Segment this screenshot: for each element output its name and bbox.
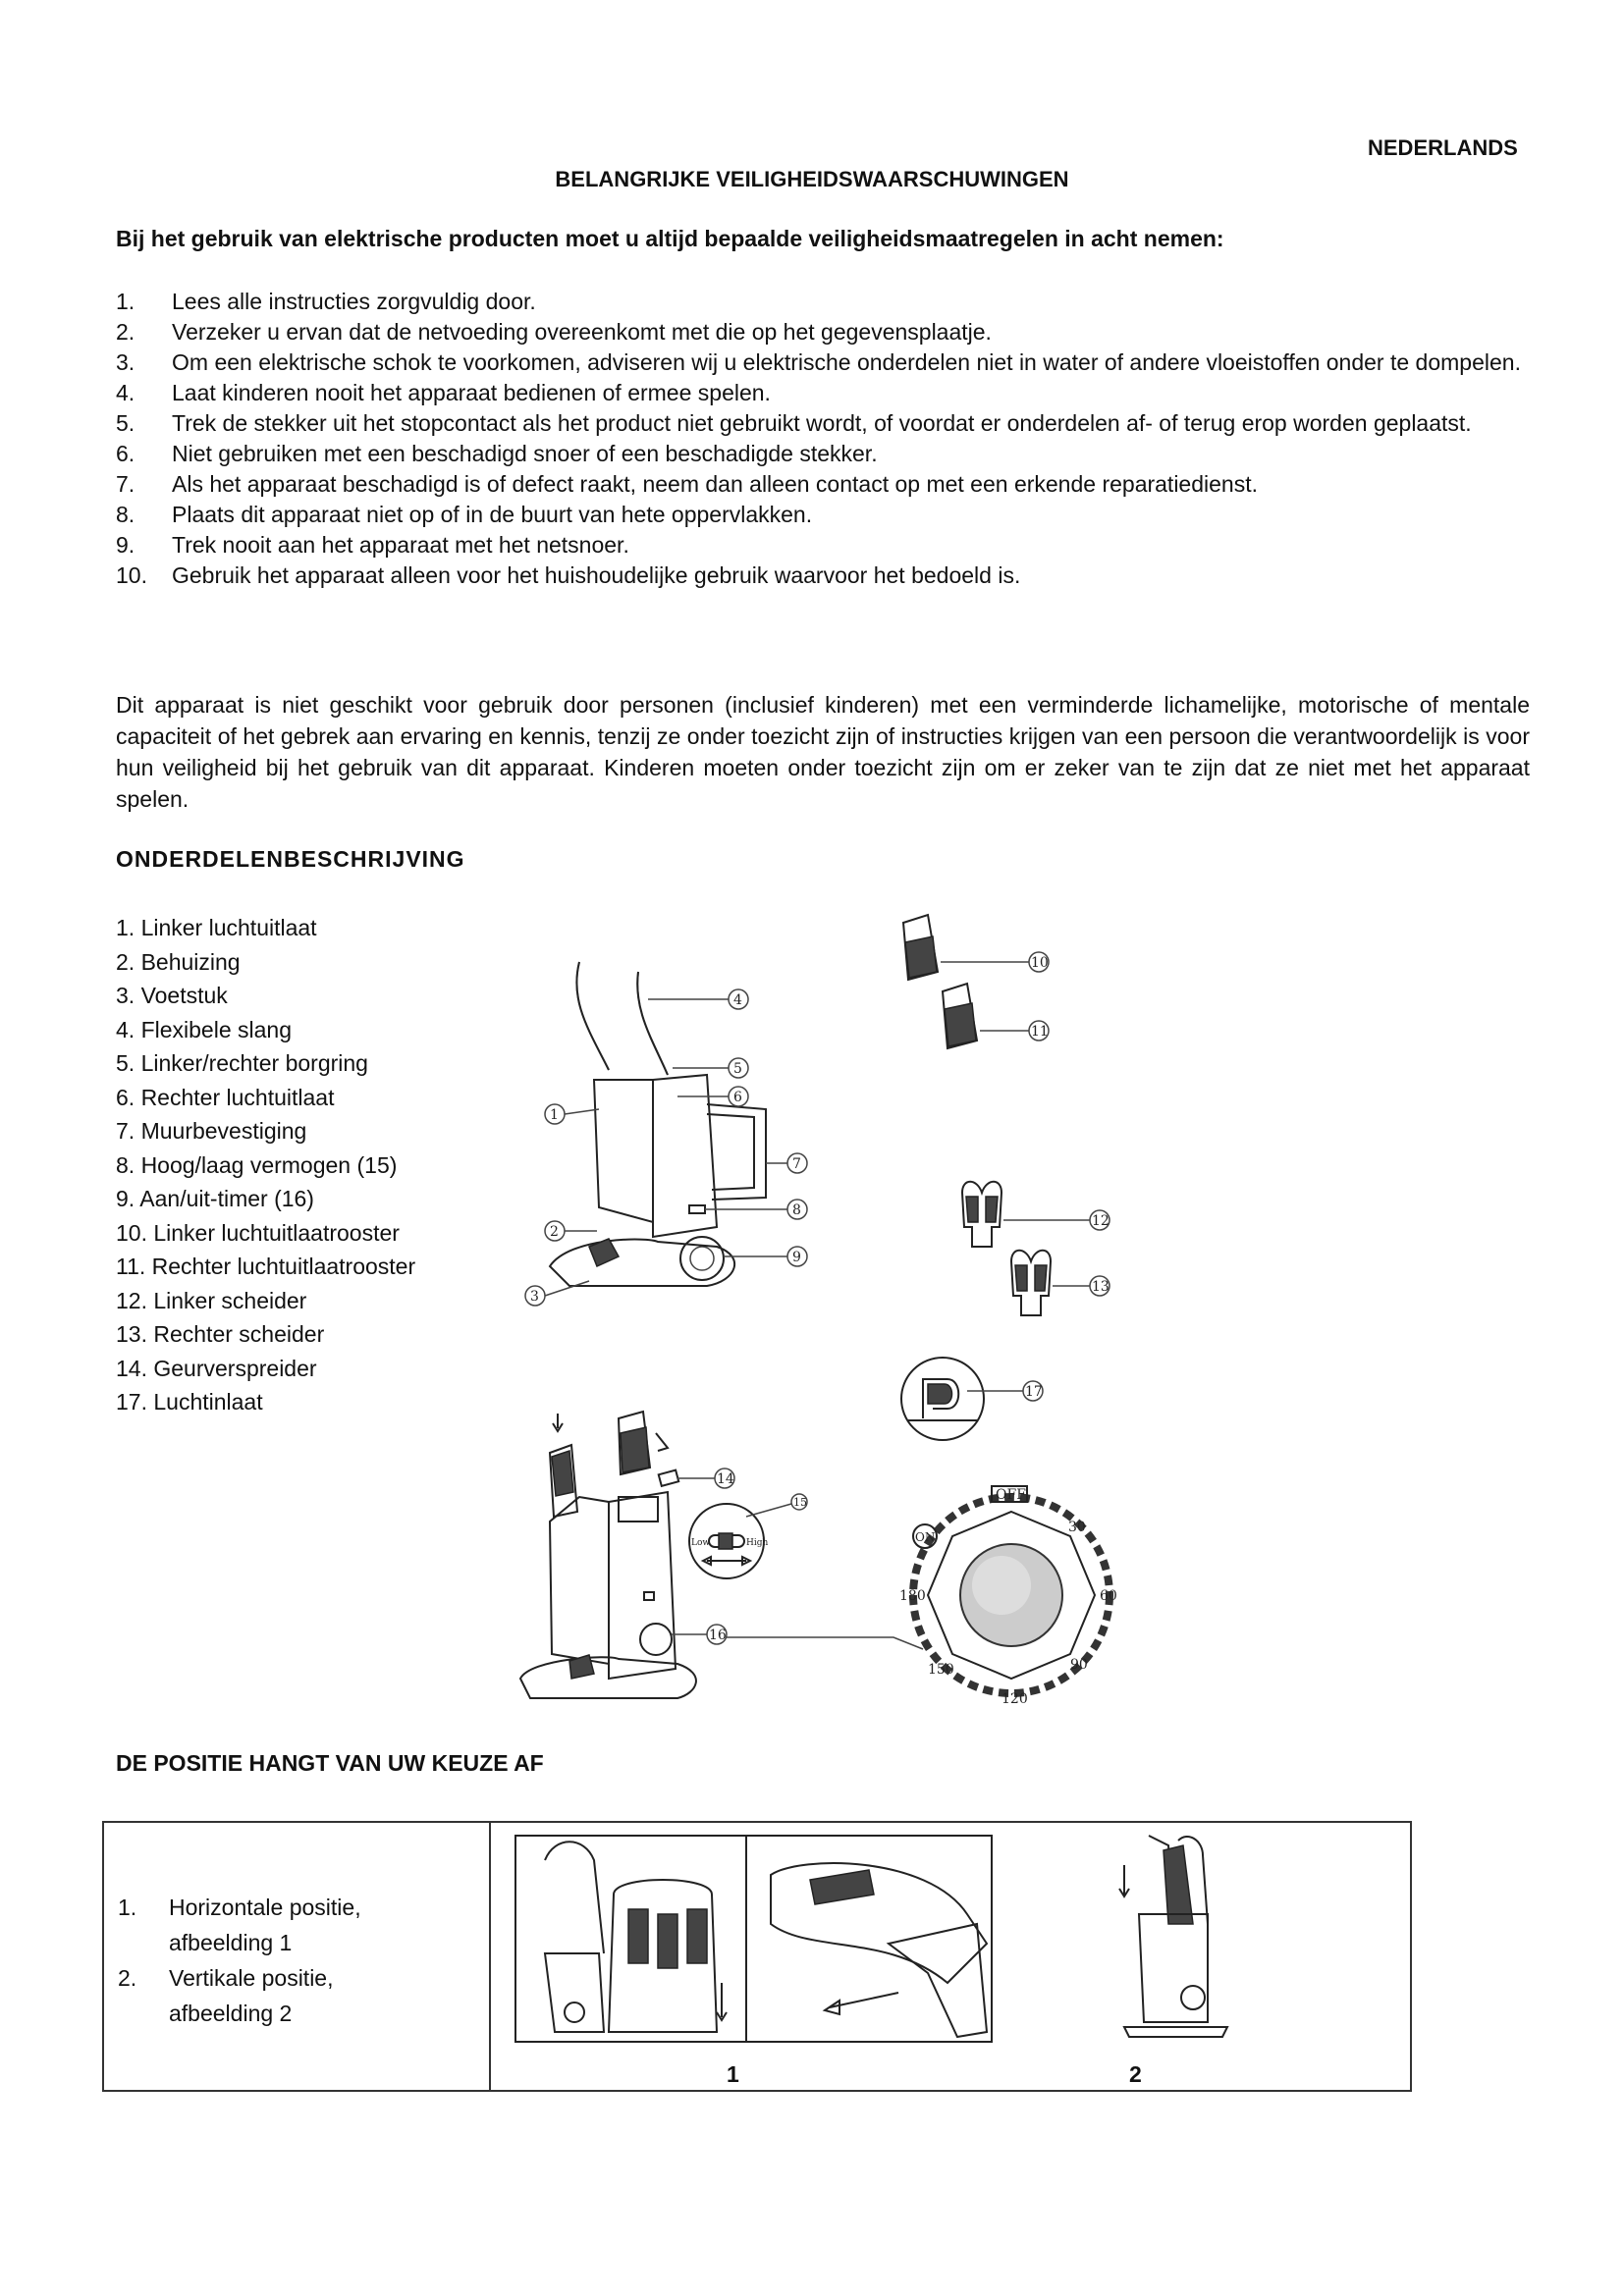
part-item: 5. Linker/rechter borgring (116, 1050, 368, 1076)
timer-mark-180: 180 (899, 1588, 926, 1604)
safety-item: 9. Trek nooit aan het apparaat met het netsnoer. (116, 532, 629, 558)
dryer-main-illustration (511, 942, 825, 1315)
part-item: 7. Muurbevestiging (116, 1118, 307, 1144)
position-item: 1. Horizontale positie, afbeelding 1 (118, 1895, 361, 1955)
position-item: 2. Vertikale positie, afbeelding 2 (118, 1965, 334, 2026)
callout-7: 7 (792, 1156, 801, 1172)
page-title: BELANGRIJKE VEILIGHEIDSWAARSCHUWINGEN (555, 167, 1069, 191)
timer-mark-120: 120 (1001, 1691, 1028, 1707)
callout-3: 3 (530, 1289, 539, 1305)
safety-item: 3. Om een elektrische schok te voorkomen, adviseren wij u elektrische onderdelen niet in water of andere vloeistoffen onder te dompelen. (116, 349, 1521, 375)
timer-on-label: ON (915, 1530, 936, 1544)
safety-item: 8. Plaats dit apparaat niet op of in de buurt van hete oppervlakken. (116, 502, 813, 527)
timer-mark-30: 30 (1068, 1520, 1086, 1535)
callout-17: 17 (1025, 1384, 1043, 1400)
timer-off-label: OFF (996, 1487, 1026, 1503)
callout-13: 13 (1092, 1279, 1110, 1295)
part-item: 2. Behuizing (116, 948, 241, 975)
part-item: 1. Linker luchtuitlaat (116, 915, 317, 940)
timer-dial-illustration (893, 1482, 1129, 1718)
callout-15: 15 (793, 1496, 807, 1509)
position-heading: DE POSITIE HANGT VAN UW KEUZE AF (116, 1750, 544, 1776)
part-item: 11. Rechter luchtuitlaatrooster (116, 1254, 416, 1279)
timer-leader-line (727, 1629, 923, 1659)
position-list (118, 1890, 395, 2031)
outlet-grills-illustration (884, 903, 1080, 1070)
safety-list (116, 287, 1530, 591)
safety-intro: Bij het gebruik van elektrische producten moet u altijd bepaalde veiligheidsmaatregelen in acht nemen: (116, 226, 1224, 251)
safety-paragraph: Dit apparaat is niet geschikt voor gebruik door personen (inclusief kinderen) met een verminderde lichamelijke, motorische of mentale capaciteit of het gebrek aan ervaring en kennis, tenzij ze onder toezicht zijn of instructies krijgen van een persoon die verantwoordelijk is voor hun veiligheid bij het gebruik van dit apparaat. Kinderen moeten onder toezicht zijn om er zeker van te zijn dat ze niet met het apparaat spelen. (116, 692, 1530, 812)
callout-9: 9 (792, 1250, 801, 1265)
callout-10: 10 (1031, 955, 1049, 971)
safety-item: 7. Als het apparaat beschadigd is of defect raakt, neem dan alleen contact op met een erkende reparatiedienst. (116, 471, 1258, 497)
timer-mark-150: 150 (928, 1662, 954, 1678)
part-item: 13. Rechter scheider (116, 1321, 325, 1347)
callout-12: 12 (1092, 1213, 1110, 1229)
callout-14: 14 (717, 1471, 734, 1487)
part-item: 10. Linker luchtuitlaatrooster (116, 1219, 400, 1246)
dryer-assembly-illustration (511, 1394, 805, 1708)
safety-item: 1. Lees alle instructies zorgvuldig door. (116, 289, 536, 314)
figure-label-1: 1 (727, 2061, 739, 2087)
safety-item: 2. Verzeker u ervan dat de netvoeding overeenkomt met die op het gegevensplaatje. (116, 319, 992, 345)
air-inlet-illustration (893, 1350, 1060, 1448)
part-item: 4. Flexibele slang (116, 1016, 292, 1042)
callout-11: 11 (1031, 1024, 1049, 1040)
horizontal-position-photo (515, 1836, 1026, 2052)
timer-mark-60: 60 (1100, 1588, 1117, 1604)
callout-5: 5 (733, 1061, 742, 1077)
timer-mark-90: 90 (1070, 1657, 1088, 1673)
part-item: 9. Aan/uit-timer (16) (116, 1186, 314, 1211)
callout-1: 1 (550, 1107, 559, 1123)
safety-item: 10. Gebruik het apparaat alleen voor het huishoudelijke gebruik waarvoor het bedoeld is. (116, 562, 1021, 588)
language-label: NEDERLANDS (1368, 135, 1518, 160)
part-item: 17. Luchtinlaat (116, 1389, 263, 1415)
callout-16: 16 (709, 1628, 727, 1643)
vertical-position-photo (1110, 1826, 1247, 2052)
separators-illustration (943, 1173, 1129, 1335)
callout-2: 2 (550, 1224, 559, 1240)
safety-item: 5. Trek de stekker uit het stopcontact als het product niet gebruikt wordt, of voordat er onderdelen af- of terug erop worden geplaatst. (116, 410, 1472, 436)
safety-item: 6. Niet gebruiken met een beschadigd snoer of een beschadigde stekker. (116, 441, 878, 466)
parts-list (116, 911, 415, 1419)
callout-8: 8 (792, 1202, 801, 1218)
callout-6: 6 (733, 1090, 742, 1105)
part-item: 6. Rechter luchtuitlaat (116, 1084, 335, 1110)
part-item: 8. Hoog/laag vermogen (15) (116, 1151, 398, 1178)
part-item: 14. Geurverspreider (116, 1355, 317, 1381)
table-divider (489, 1823, 491, 2090)
switch-high-label: High (746, 1538, 769, 1548)
parts-heading: ONDERDELENBESCHRIJVING (116, 846, 465, 872)
callout-4: 4 (733, 992, 742, 1008)
part-item: 3. Voetstuk (116, 983, 228, 1008)
figure-label-2: 2 (1129, 2061, 1142, 2087)
switch-low-label: Low (691, 1538, 711, 1548)
part-item: 12. Linker scheider (116, 1287, 307, 1313)
safety-item: 4. Laat kinderen nooit het apparaat bedienen of ermee spelen. (116, 380, 771, 405)
